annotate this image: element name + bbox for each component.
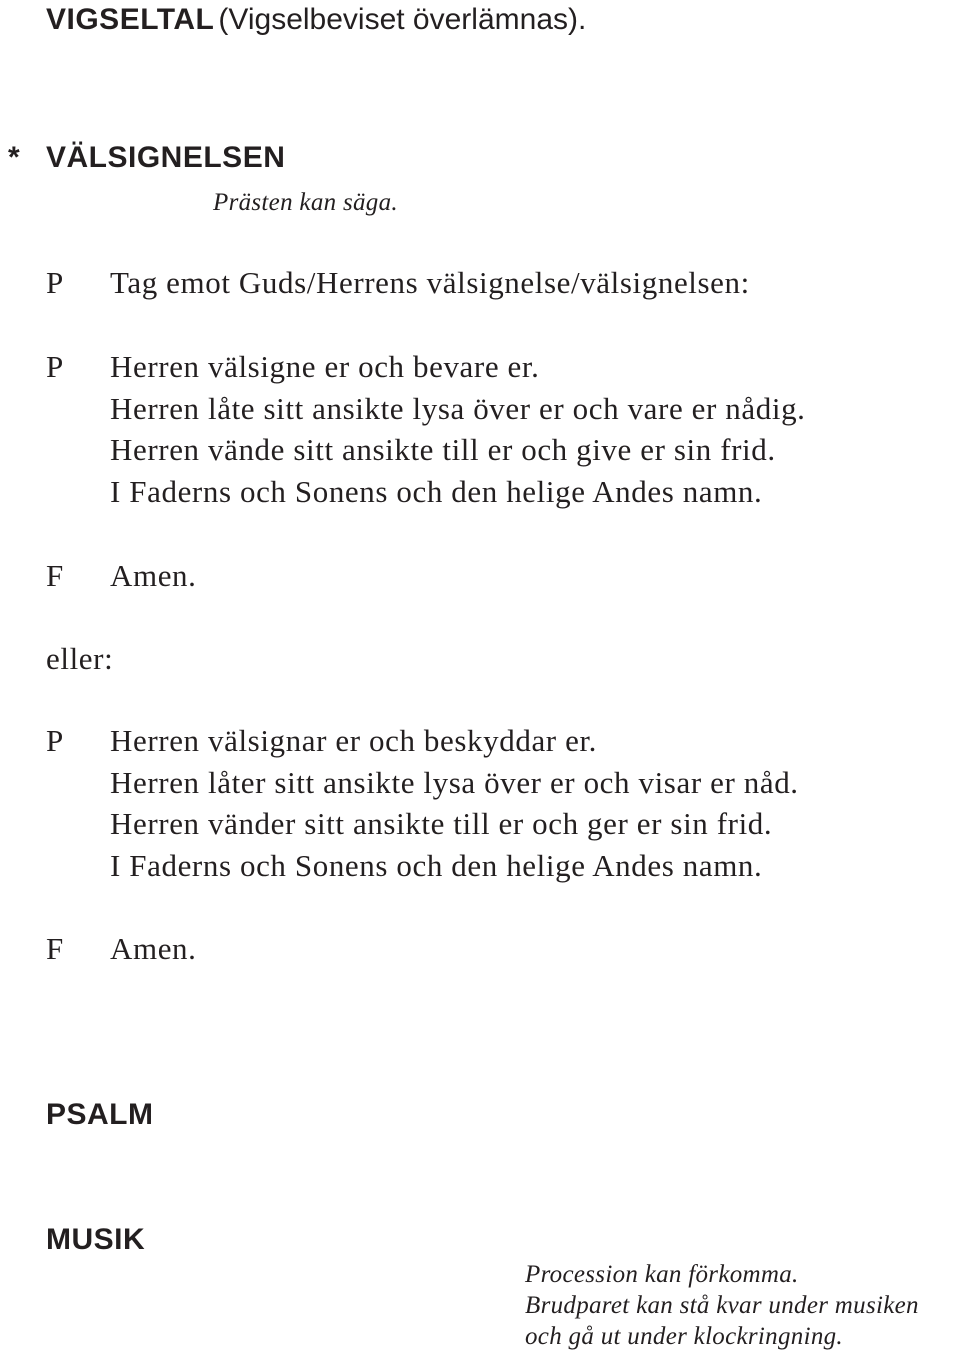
musik-notes bbox=[525, 1259, 919, 1352]
blessing2-line: Herren välsignar er och beskyddar er. bbox=[110, 723, 598, 758]
intro-speaker: P bbox=[46, 265, 64, 300]
blessing2-line: Herren låter sitt ansikte lysa över er och visar er nåd. bbox=[110, 764, 799, 800]
blessing1-speaker: P bbox=[46, 349, 64, 384]
blessing1-line: I Faderns och Sonens och den helige Andes namn. bbox=[110, 473, 763, 509]
musik-note-line: Brudparet kan stå kvar under musiken bbox=[525, 1292, 919, 1319]
blessing2-response-speaker: F bbox=[46, 931, 64, 966]
musik-note-line: och gå ut under klockringning. bbox=[525, 1323, 843, 1350]
intro-text: Tag emot Guds/Herrens välsignelse/välsignelsen: bbox=[110, 265, 750, 300]
blessing1-text bbox=[110, 346, 806, 512]
blessing2-line: I Faderns och Sonens och den helige Andes namn. bbox=[110, 847, 763, 883]
blessing2-response: Amen. bbox=[110, 931, 197, 966]
optional-marker: * bbox=[8, 141, 20, 174]
blessing1-line: Herren välsigne er och bevare er. bbox=[110, 349, 540, 384]
or-label: eller: bbox=[46, 641, 114, 676]
valsignelsen-title: VÄLSIGNELSEN bbox=[46, 141, 286, 174]
vigseltal-title: VIGSELTAL bbox=[46, 3, 215, 36]
musik-title: MUSIK bbox=[46, 1223, 146, 1256]
blessing1-line: Herren låte sitt ansikte lysa över er och vare er nådig. bbox=[110, 390, 806, 426]
blessing1-response-speaker: F bbox=[46, 558, 64, 593]
psalm-title: PSALM bbox=[46, 1098, 154, 1131]
blessing1-line: Herren vände sitt ansikte till er och give er sin frid. bbox=[110, 432, 776, 467]
blessing2-line: Herren vänder sitt ansikte till er och ger er sin frid. bbox=[110, 806, 773, 841]
musik-note-line: Procession kan förkomma. bbox=[525, 1261, 799, 1288]
vigseltal-note: (Vigselbeviset överlämnas). bbox=[218, 3, 587, 36]
vigseltal-heading bbox=[46, 2, 586, 38]
valsignelsen-note: Prästen kan säga. bbox=[213, 189, 398, 216]
blessing2-speaker: P bbox=[46, 723, 64, 758]
blessing1-response: Amen. bbox=[110, 558, 197, 593]
blessing2-text bbox=[110, 720, 799, 886]
